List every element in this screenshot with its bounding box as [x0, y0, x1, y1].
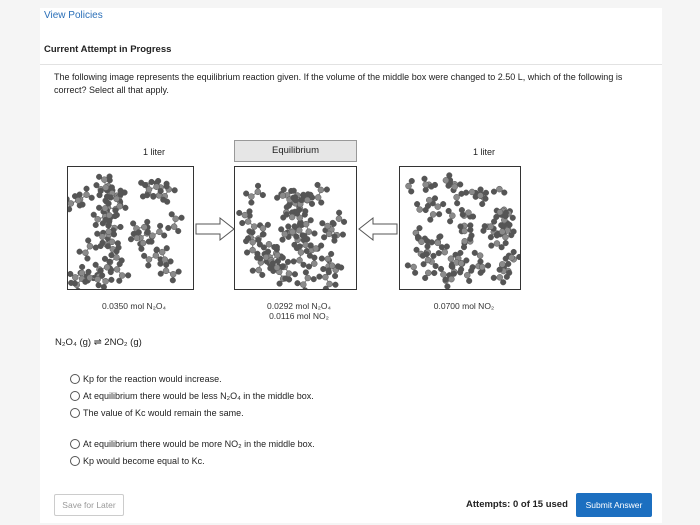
right-box-label: 1 liter: [472, 147, 495, 157]
attempts-counter: Attempts: 0 of 15 used: [466, 499, 568, 510]
option-more-no2[interactable]: [70, 435, 315, 452]
option-kp-increase[interactable]: [70, 370, 315, 387]
equilibrium-molecules-image: [235, 167, 357, 290]
view-policies-link[interactable]: View Policies: [44, 10, 103, 21]
right-box-caption: 0.0700 mol NO₂: [433, 301, 495, 311]
checkbox-icon[interactable]: [70, 374, 80, 384]
middle-box-caption-2: 0.0116 mol NO₂: [269, 311, 329, 321]
option-label: At equilibrium there would be less N₂O₄ in the middle box.: [83, 390, 314, 401]
option-label: Kp for the reaction would increase.: [83, 373, 222, 384]
left-arrow-icon: [357, 216, 399, 242]
right-molecule-box: [399, 166, 521, 290]
checkbox-icon[interactable]: [70, 456, 80, 466]
checkbox-icon[interactable]: [70, 439, 80, 449]
left-box-label: 1 liter: [142, 147, 165, 157]
right-arrow-icon: [194, 216, 236, 242]
checkbox-icon[interactable]: [70, 408, 80, 418]
option-kc-same[interactable]: [70, 404, 315, 421]
option-label: At equilibrium there would be more NO₂ in the middle box.: [83, 438, 315, 449]
no2-molecules-image: [400, 167, 521, 290]
middle-box-caption-1: 0.0292 mol N₂O₄: [267, 301, 331, 311]
middle-molecule-box: [234, 166, 357, 290]
left-molecule-box: [67, 166, 194, 290]
option-label: The value of Kc would remain the same.: [83, 407, 244, 418]
equilibrium-figure: [64, 140, 524, 325]
reaction-equation: N₂O₄ (g) ⇌ 2NO₂ (g): [55, 337, 142, 348]
n2o4-molecules-image: [68, 167, 194, 290]
middle-box-label: Equilibrium: [234, 140, 357, 162]
left-box-caption: 0.0350 mol N₂O₄: [102, 301, 166, 311]
answer-options: [70, 370, 315, 469]
divider: [40, 64, 662, 65]
attempt-title: Current Attempt in Progress: [44, 44, 172, 55]
question-text: The following image represents the equilibrium reaction given. If the volume of the middle box were changed to 2.50 L, which of the following is correct? Select all that apply.: [54, 72, 623, 95]
option-kp-equal-kc[interactable]: [70, 452, 315, 469]
submit-answer-button[interactable]: Submit Answer: [576, 493, 652, 517]
checkbox-icon[interactable]: [70, 391, 80, 401]
save-for-later-button[interactable]: Save for Later: [54, 494, 124, 516]
option-less-n2o4[interactable]: [70, 387, 315, 404]
option-label: Kp would become equal to Kc.: [83, 455, 205, 466]
